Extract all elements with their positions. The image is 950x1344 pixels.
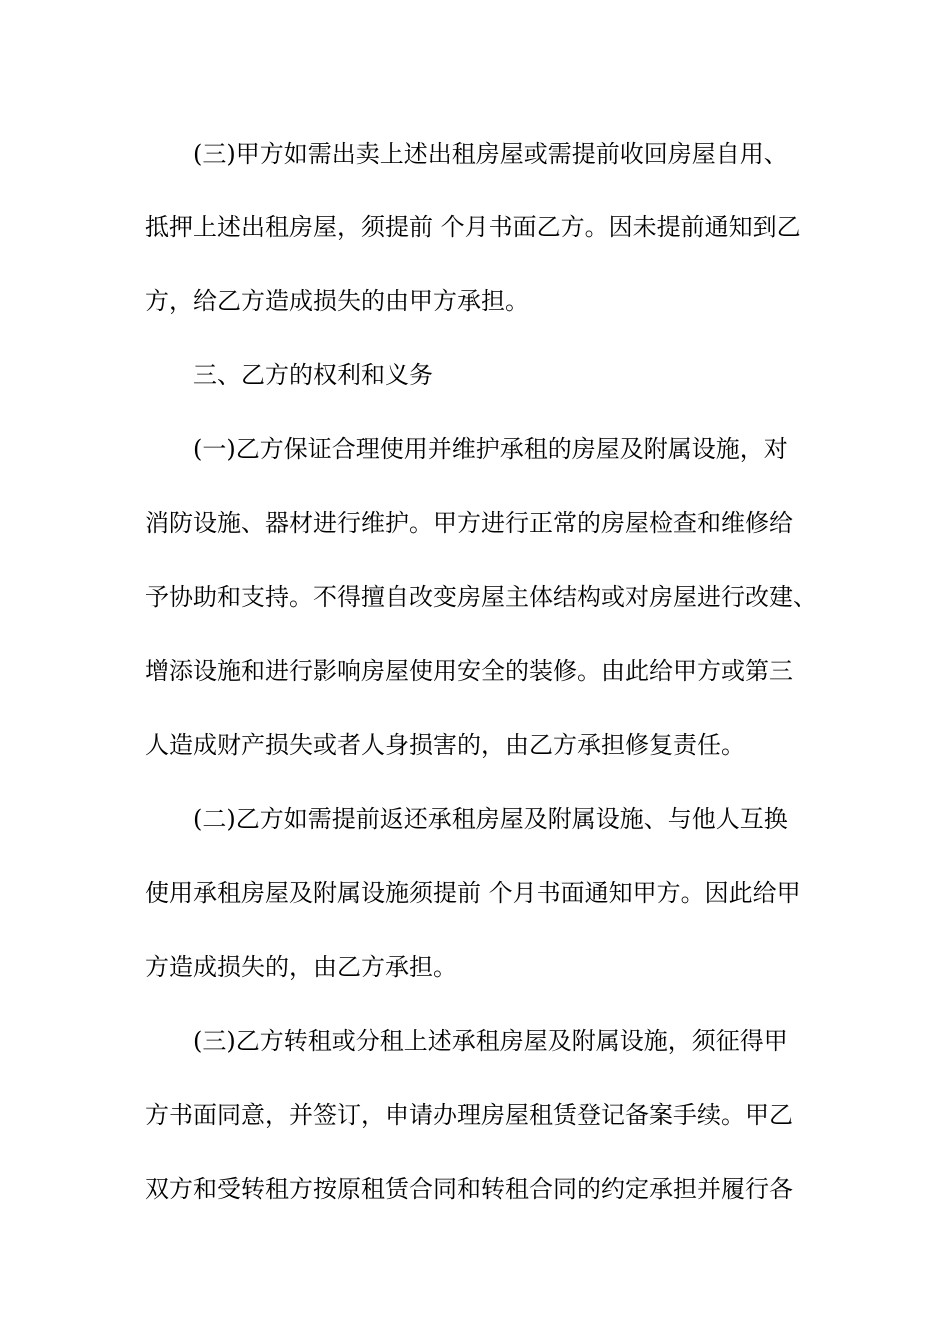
paragraph-line: (一)乙方保证合理使用并维护承租的房屋及附属设施，对 (193, 435, 788, 463)
paragraph-line: 抵押上述出租房屋，须提前 个月书面乙方。因未提前通知到乙 (145, 213, 801, 241)
paragraph-line: 双方和受转租方按原租赁合同和转租合同的约定承担并履行各 (145, 1175, 793, 1203)
paragraph-line: 使用承租房屋及附属设施须提前 个月书面通知甲方。因此给甲 (145, 879, 801, 907)
paragraph-line: (三)甲方如需出卖上述出租房屋或需提前收回房屋自用、 (193, 140, 788, 168)
paragraph-line: 方造成损失的，由乙方承担。 (145, 953, 457, 981)
paragraph-line: 人造成财产损失或者人身损害的，由乙方承担修复责任。 (145, 731, 745, 759)
paragraph-line: (二)乙方如需提前返还承租房屋及附属设施、与他人互换 (193, 805, 788, 833)
paragraph-line: 予协助和支持。不得擅自改变房屋主体结构或对房屋进行改建、 (145, 583, 817, 611)
paragraph-line: 消防设施、器材进行维护。甲方进行正常的房屋检查和维修给 (145, 509, 793, 537)
paragraph-line: 方，给乙方造成损失的由甲方承担。 (145, 287, 529, 315)
paragraph-line: (三)乙方转租或分租上述承租房屋及附属设施，须征得甲 (193, 1027, 788, 1055)
paragraph-line: 方书面同意，并签订，申请办理房屋租赁登记备案手续。甲乙 (145, 1101, 793, 1129)
paragraph-line: 增添设施和进行影响房屋使用安全的装修。由此给甲方或第三 (145, 657, 793, 685)
section-heading: 三、乙方的权利和义务 (193, 361, 433, 389)
